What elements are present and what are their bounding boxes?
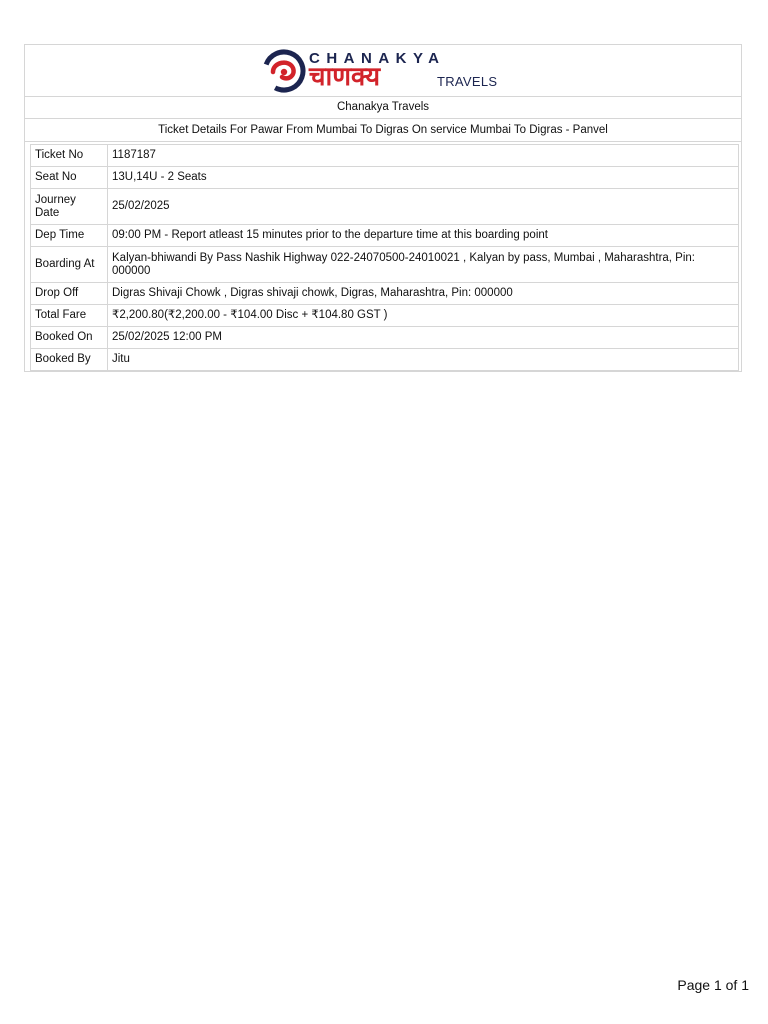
table-row — [31, 349, 739, 371]
row-label: Journey Date — [31, 189, 108, 225]
row-label: Boarding At — [31, 247, 108, 283]
logo-brand-devanagari: चाणक्य — [309, 62, 381, 92]
ticket-details-table — [30, 144, 739, 371]
row-label: Dep Time — [31, 225, 108, 247]
table-row — [31, 247, 739, 283]
row-label: Seat No — [31, 167, 108, 189]
logo-brand-suffix: TRAVELS — [437, 74, 498, 89]
row-value: 09:00 PM - Report atleast 15 minutes prior to the departure time at this boarding point — [108, 225, 739, 247]
row-label: Ticket No — [31, 145, 108, 167]
table-row — [31, 305, 739, 327]
swirl-logo-icon — [261, 48, 307, 94]
row-value: 1187187 — [108, 145, 739, 167]
table-row — [31, 283, 739, 305]
logo-brand-latin: CHANAKYA — [309, 50, 446, 67]
row-value: ₹2,200.80(₹2,200.00 - ₹104.00 Disc + ₹104.80 GST ) — [108, 305, 739, 327]
row-label: Drop Off — [31, 283, 108, 305]
row-value: Kalyan-bhiwandi By Pass Nashik Highway 022-24070500-24010021 , Kalyan by pass, Mumbai , Maharashtra, Pin: 000000 — [108, 247, 739, 283]
page-number: Page 1 of 1 — [677, 977, 749, 993]
operator-name: Chanakya Travels — [25, 97, 741, 119]
table-row — [31, 167, 739, 189]
row-value: 13U,14U - 2 Seats — [108, 167, 739, 189]
row-value: Jitu — [108, 349, 739, 371]
row-value: 25/02/2025 — [108, 189, 739, 225]
table-row — [31, 145, 739, 167]
ticket-card — [24, 44, 742, 372]
row-label: Booked On — [31, 327, 108, 349]
logo-area — [25, 45, 741, 97]
ticket-title: Ticket Details For Pawar From Mumbai To Digras On service Mumbai To Digras - Panvel — [25, 119, 741, 142]
table-row — [31, 327, 739, 349]
chanakya-travels-logo — [261, 47, 511, 94]
table-row — [31, 225, 739, 247]
table-row — [31, 189, 739, 225]
row-value: Digras Shivaji Chowk , Digras shivaji chowk, Digras, Maharashtra, Pin: 000000 — [108, 283, 739, 305]
row-label: Total Fare — [31, 305, 108, 327]
row-label: Booked By — [31, 349, 108, 371]
row-value: 25/02/2025 12:00 PM — [108, 327, 739, 349]
